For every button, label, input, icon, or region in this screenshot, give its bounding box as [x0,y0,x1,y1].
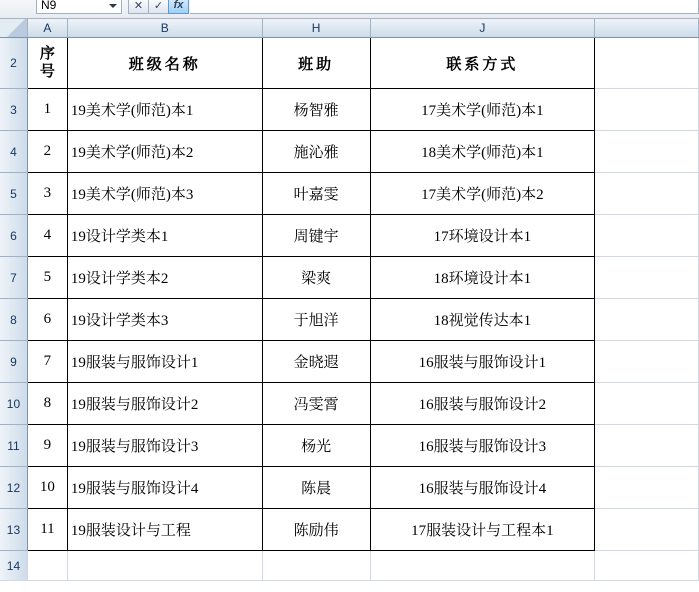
cell-class-name[interactable]: 19美术学(师范)本2 [67,131,262,173]
header-cell-index [27,38,67,89]
table-row [0,131,699,173]
empty-cell[interactable] [67,551,262,581]
cell-assistant[interactable]: 陈晨 [262,467,370,509]
cell-assistant[interactable]: 冯雯霄 [262,383,370,425]
cell-assistant[interactable]: 金晓遐 [262,341,370,383]
cell-assistant[interactable]: 梁爽 [262,257,370,299]
insert-function-icon[interactable]: fx [168,0,189,14]
column-header-row [0,19,699,38]
cell-index[interactable]: 6 [27,299,67,341]
cell-index[interactable]: 9 [27,425,67,467]
empty-cell[interactable] [595,341,699,383]
cell-class-name[interactable]: 19服装与服饰设计2 [67,383,262,425]
column-header-j[interactable]: J [370,19,595,38]
cell-contact[interactable]: 17美术学(师范)本1 [370,89,595,131]
formula-input[interactable] [190,0,699,14]
cell-assistant[interactable]: 周键宇 [262,215,370,257]
select-all-corner[interactable] [0,19,27,38]
table-row [0,341,699,383]
cell-contact[interactable]: 17环境设计本1 [370,215,595,257]
empty-cell[interactable] [595,467,699,509]
empty-cell[interactable] [595,509,699,551]
table-row [0,425,699,467]
empty-cell[interactable] [595,173,699,215]
row-header-11[interactable]: 11 [0,425,27,467]
row-header-2[interactable]: 2 [0,38,27,89]
cell-index[interactable]: 1 [27,89,67,131]
header-index-char1: 序 [39,46,55,62]
empty-cell[interactable] [262,551,370,581]
cell-assistant[interactable]: 陈励伟 [262,509,370,551]
cell-assistant[interactable]: 杨智雅 [262,89,370,131]
row-header-14[interactable]: 14 [0,551,27,581]
cell-contact[interactable]: 16服装与服饰设计1 [370,341,595,383]
table-row [0,173,699,215]
cell-class-name[interactable]: 19设计学类本3 [67,299,262,341]
cell-class-name[interactable]: 19服装与服饰设计4 [67,467,262,509]
cell-index[interactable]: 11 [27,509,67,551]
cell-contact[interactable]: 18美术学(师范)本1 [370,131,595,173]
row-header-5[interactable]: 5 [0,173,27,215]
cell-assistant[interactable]: 杨光 [262,425,370,467]
cell-index[interactable]: 5 [27,257,67,299]
table-row [0,299,699,341]
cell-index[interactable]: 10 [27,467,67,509]
row-header-8[interactable]: 8 [0,299,27,341]
name-box[interactable] [36,0,122,14]
empty-cell[interactable] [595,425,699,467]
cell-contact[interactable]: 16服装与服饰设计3 [370,425,595,467]
header-cell-contact: 联系方式 [370,38,595,89]
formula-bar-buttons [128,0,188,14]
cell-class-name[interactable]: 19美术学(师范)本3 [67,173,262,215]
cell-class-name[interactable]: 19服装设计与工程 [67,509,262,551]
cell-class-name[interactable]: 19设计学类本1 [67,215,262,257]
formula-bar [0,0,699,19]
spreadsheet-grid[interactable] [0,19,699,592]
cell-contact[interactable]: 18环境设计本1 [370,257,595,299]
cell-class-name[interactable]: 19设计学类本2 [67,257,262,299]
cancel-formula-icon[interactable]: ✕ [128,0,149,14]
table-row-empty [0,551,699,581]
header-cell-assistant: 班助 [262,38,370,89]
header-index-char2: 号 [39,64,55,80]
column-header-h[interactable]: H [262,19,370,38]
sheet-table [0,19,699,581]
column-header-extra[interactable] [595,19,699,38]
column-header-b[interactable]: B [67,19,262,38]
table-row [0,383,699,425]
cell-class-name[interactable]: 19服装与服饰设计1 [67,341,262,383]
cell-assistant[interactable]: 于旭洋 [262,299,370,341]
name-box-value: N9 [41,0,57,12]
empty-cell[interactable] [370,551,595,581]
row-header-10[interactable]: 10 [0,383,27,425]
cell-index[interactable]: 7 [27,341,67,383]
empty-cell[interactable] [595,38,699,89]
row-header-3[interactable]: 3 [0,89,27,131]
empty-cell[interactable] [595,299,699,341]
empty-cell[interactable] [595,131,699,173]
cell-class-name[interactable]: 19美术学(师范)本1 [67,89,262,131]
empty-cell[interactable] [27,551,67,581]
cell-contact[interactable]: 16服装与服饰设计4 [370,467,595,509]
chevron-down-icon[interactable] [109,4,117,8]
row-header-13[interactable]: 13 [0,509,27,551]
column-header-a[interactable]: A [27,19,67,38]
cell-index[interactable]: 2 [27,131,67,173]
table-row [0,467,699,509]
empty-cell[interactable] [595,215,699,257]
cell-assistant[interactable]: 施沁雅 [262,131,370,173]
cell-contact[interactable]: 16服装与服饰设计2 [370,383,595,425]
cell-contact[interactable]: 17美术学(师范)本2 [370,173,595,215]
cell-class-name[interactable]: 19服装与服饰设计3 [67,425,262,467]
empty-cell[interactable] [595,383,699,425]
cell-contact[interactable]: 17服装设计与工程本1 [370,509,595,551]
row-header-12[interactable]: 12 [0,467,27,509]
table-row [0,215,699,257]
empty-cell[interactable] [595,89,699,131]
accept-formula-icon[interactable]: ✓ [148,0,169,14]
empty-cell[interactable] [595,257,699,299]
empty-cell[interactable] [595,551,699,581]
header-cell-class-name: 班级名称 [67,38,262,89]
cell-index[interactable]: 4 [27,215,67,257]
row-header-4[interactable]: 4 [0,131,27,173]
table-row [0,257,699,299]
cell-contact[interactable]: 18视觉传达本1 [370,299,595,341]
cell-index[interactable]: 8 [27,383,67,425]
cell-assistant[interactable]: 叶嘉雯 [262,173,370,215]
table-row [0,509,699,551]
row-header-9[interactable]: 9 [0,341,27,383]
table-header-row [0,38,699,89]
cell-index[interactable]: 3 [27,173,67,215]
row-header-6[interactable]: 6 [0,215,27,257]
table-row [0,89,699,131]
row-header-7[interactable]: 7 [0,257,27,299]
